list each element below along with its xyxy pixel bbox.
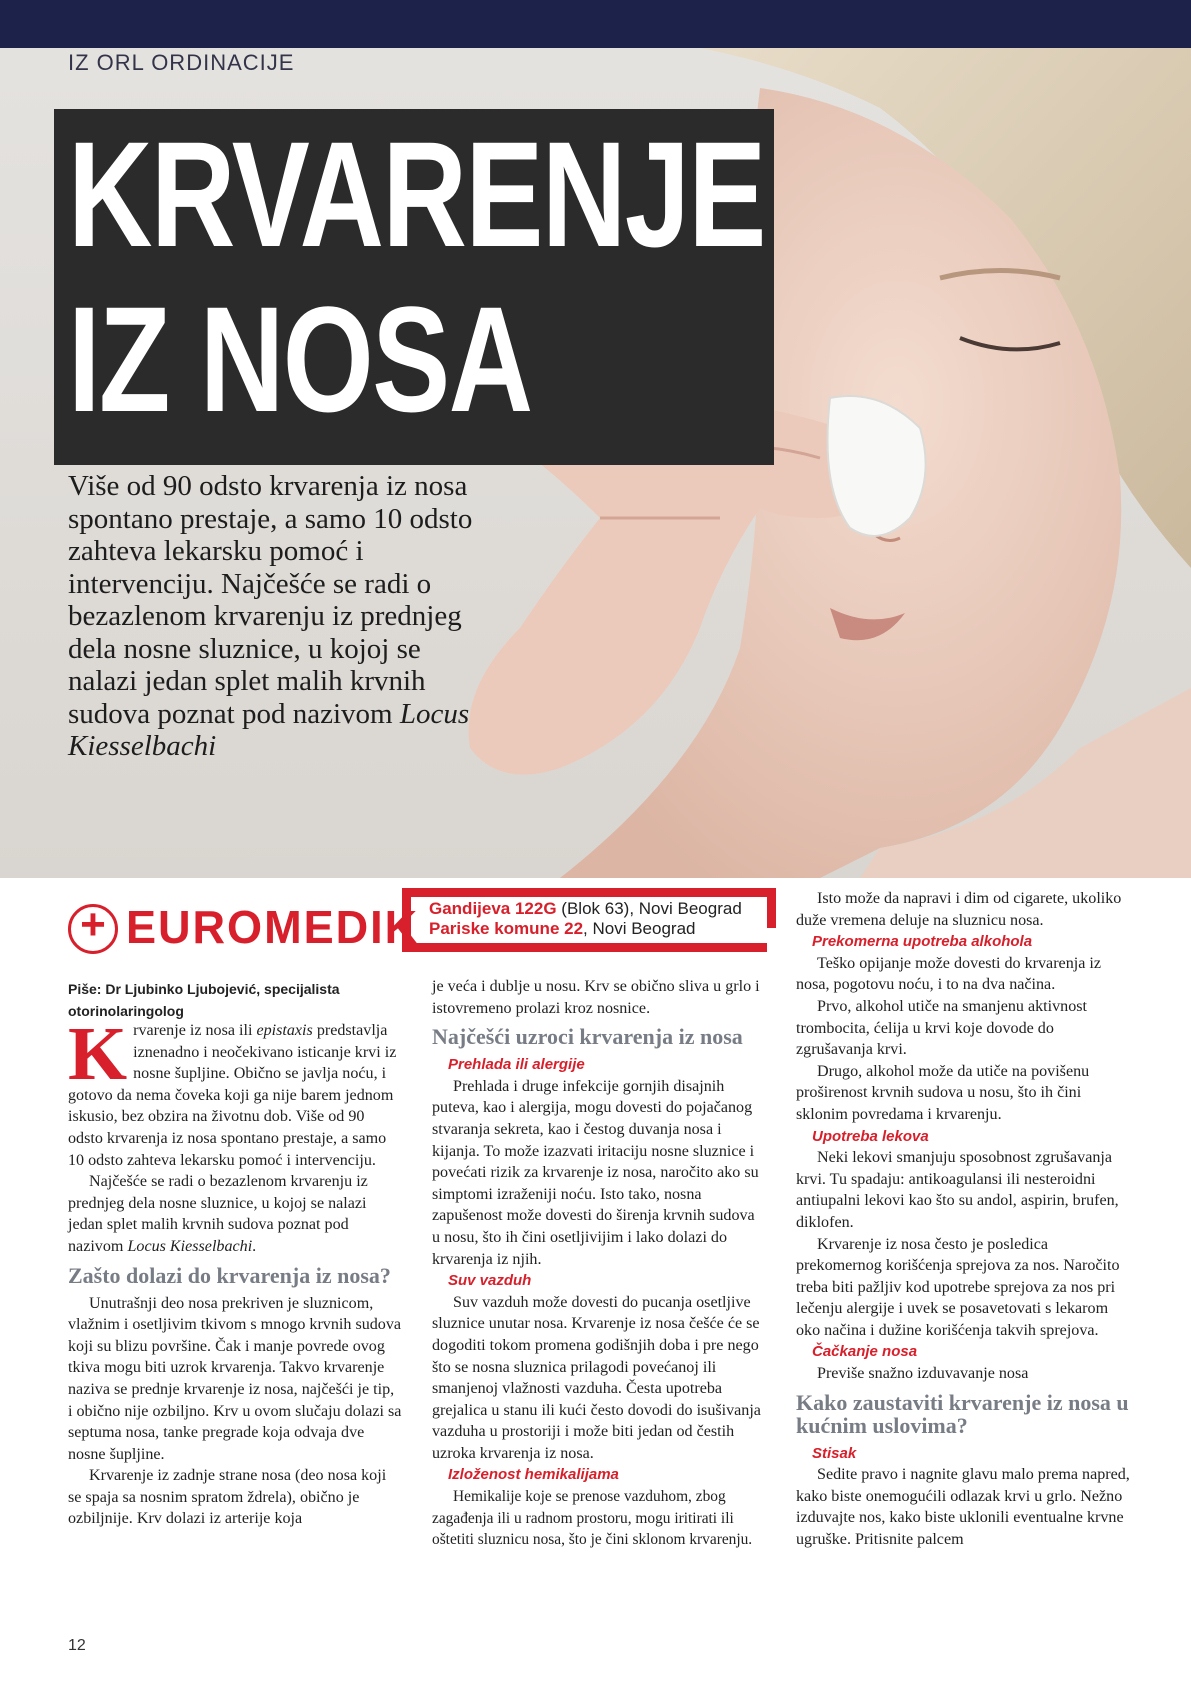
- paragraph: Krvarenje iz zadnje strane nosa (deo nosa koji se spaja sa nosnim spratom ždrela), obično je ozbiljnije. Krv dolazi iz arterije koja: [68, 1467, 387, 1528]
- cause-heading: Čačkanje nosa: [812, 1343, 918, 1361]
- cause-heading: Stisak: [812, 1444, 857, 1462]
- cause-heading: Suv vazduh: [448, 1272, 532, 1290]
- logo-text: EUROMEDIK: [126, 901, 420, 953]
- text: .: [252, 1237, 257, 1255]
- text: predstavlja iznenadno i neočekivano isticanje krvi iz nosne šupljine. Obično se javlja noću, i gotovo da nema čoveka koji ga nije barem jednom iskusio, bez obzira na životnu dob. Više od 90 odsto krvarenja iz nosa spontano prestaje, a samo 10 odsto zahteva lekarsku pomoć i intervenciju.: [68, 1022, 397, 1169]
- lead-paragraph: [68, 470, 488, 763]
- byline: Piše: Dr Ljubinko Ljubojević, specijalista otorinolaringolog: [68, 981, 340, 1019]
- paragraph: Suv vazduh može dovesti do pucanja osetljive sluznice unutar nosa. Krvarenje iz nosa češće će se dogoditi tokom promena godišnjih doba i pre nego što se nosna sluznica prilagodi povećanoj ili smanjenoj vlažnosti vazduha. Česta upotreba grejalica u stanu ili kući često dovodi do isušivanja vazduha u prostoriji i može biti jedan od čestih uzroka krvarenja iz nosa.: [432, 1293, 761, 1462]
- title-line-1: KRVARENJE: [68, 110, 765, 278]
- paragraph: Krvarenje iz nosa često je posledica prekomernog korišćenja sprejova za nos. Naročito treba biti pažljiv kod upotrebe sprejova za nos pri lečenju alergije i uvek se posavetovati s lekarom oko načina i dužine korišćenja takvih sprejova.: [796, 1235, 1120, 1339]
- text: rvarenje iz nosa ili: [133, 1022, 257, 1039]
- plus-icon: +: [80, 900, 106, 949]
- address-line-2: [429, 919, 695, 939]
- term: Locus Kiesselbachi: [127, 1237, 253, 1255]
- paragraph: Isto može da napravi i dim od cigarete, ukoliko duže vremena deluje na sluznicu nosa.: [796, 890, 1122, 929]
- paragraph: Neki lekovi smanjuju sposobnost zgrušavanja krvi. Tu spadaju: antikoagulansi ili nesteroidni antiupalni lekovi kao što su andol, aspirin, brufen, diklofen.: [796, 1149, 1119, 1231]
- column-1: [68, 1012, 402, 1530]
- top-bar: [0, 0, 1191, 48]
- address-1-street: Gandijeva 122G: [429, 899, 557, 918]
- intro-paragraph: [68, 1012, 402, 1171]
- lead-text: Više od 90 odsto krvarenja iz nosa spontano prestaje, a samo 10 odsto zahteva lekarsku pomoć i intervenciju. Najčešće se radi o bezazlenom krvarenju iz prednjeg dela nosne sluznice, u kojoj se nalazi jedan splet malih krvnih sudova poznat pod nazivom: [68, 470, 473, 730]
- cause-heading: Prekomerna upotreba alkohola: [812, 933, 1033, 951]
- paragraph: je veća i dublje u nosu. Krv se obično sliva u grlo i istovremeno prolazi kroz nosnice.: [432, 978, 760, 1017]
- address-line-1: [429, 899, 742, 919]
- paragraph: [68, 1171, 402, 1257]
- subheading: Najčešći uzroci krvarenja iz nosa: [432, 1024, 743, 1050]
- address-2-rest: , Novi Beograd: [583, 919, 696, 938]
- column-3: [796, 888, 1130, 1551]
- paragraph: Drugo, alkohol može da utiče na povišenu proširenost krvnih sudova u nosu, što ih čini sklonim povredama i krvarenju.: [796, 1062, 1090, 1123]
- title-line-2: IZ NOSA: [68, 275, 532, 443]
- paragraph: Unutrašnji deo nosa prekriven je sluznicom, vlažnim i osetljivim tkivom s mnogo krvnih sudova koji su blizu površine. Čak i manje povrede ovog tkiva mogu biti uzrok krvarenja. Takvo krvarenje naziva se prednje krvarenje iz nosa, najčešći je tip, i obično nije ozbiljno. Krv u ovom slučaju dolazi sa septuma nosa, tanke pregrade koja odvaja dve nosne šupljine.: [68, 1294, 402, 1463]
- paragraph: Prvo, alkohol utiče na smanjenu aktivnost trombocita, ćelija u krvi koje dovode do zgrušavanja krvi.: [796, 997, 1087, 1059]
- drop-cap: K: [68, 1012, 128, 1096]
- column-2: [432, 976, 766, 1551]
- paragraph: Previše snažno izduvavanje nosa: [817, 1365, 1029, 1383]
- paragraph: Sedite pravo i nagnite glavu malo prema napred, kako biste onemogućili odlazak krvi u grlo. Nežno izduvajte nos, kako biste uklonili eventualne krvne ugruške. Pritisnite palcem: [796, 1466, 1130, 1549]
- cause-heading: Izloženost hemikalijama: [448, 1466, 619, 1484]
- cause-heading: Prehlada ili alergije: [448, 1056, 585, 1074]
- paragraph: Teško opijanje može dovesti do krvarenja iz nosa, pogotovu noću, i to na dva načina.: [796, 954, 1101, 994]
- paragraph: Prehlada i druge infekcije gornjih disajnih puteva, kao i alergija, mogu dovesti do pojačanog stvaranja sekreta, kao i čestog duvanja nosa i kijanja. To može izazvati iritaciju nosne sluznice i povećati rizik za krvarenje iz nosa, naročito ako su simptomi izraženiji noću. Isto tako, nosna zapušenost može dovesti do širenja krvnih sudova u nosu, što ih čini osetljivijim i lako dolazi do krvarenja iz njih.: [432, 1077, 759, 1268]
- title-box: [54, 109, 774, 465]
- section-label: IZ ORL ORDINACIJE: [68, 50, 295, 75]
- address-1-rest: (Blok 63), Novi Beograd: [556, 899, 742, 918]
- cause-heading: Upotreba lekova: [812, 1127, 929, 1145]
- paragraph: Hemikalije koje se prenose vazduhom, zbog zagađenja ili u radnom prostoru, mogu iritirati ili oštetiti sluznicu nosa, što je čini sklonom krvarenju.: [432, 1488, 753, 1549]
- text: Najčešće se radi o bezazlenom krvarenju iz prednjeg dela nosne sluznice, u kojoj se nalazi jedan splet malih krvnih sudova poznat pod nazivom: [68, 1173, 368, 1255]
- euromedik-logo: [68, 898, 420, 958]
- lead-term: Locus Kiesselbachi: [68, 697, 470, 762]
- subheading: Zašto dolazi do krvarenja iz nosa?: [68, 1262, 391, 1288]
- address-2-street: Pariske komune 22: [429, 919, 584, 938]
- page-number: 12: [68, 1637, 86, 1654]
- subheading: Kako zaustaviti krvarenje iz nosa u kućnim uslovima?: [796, 1389, 1129, 1438]
- address-box: [402, 888, 767, 952]
- term: epistaxis: [256, 1022, 313, 1039]
